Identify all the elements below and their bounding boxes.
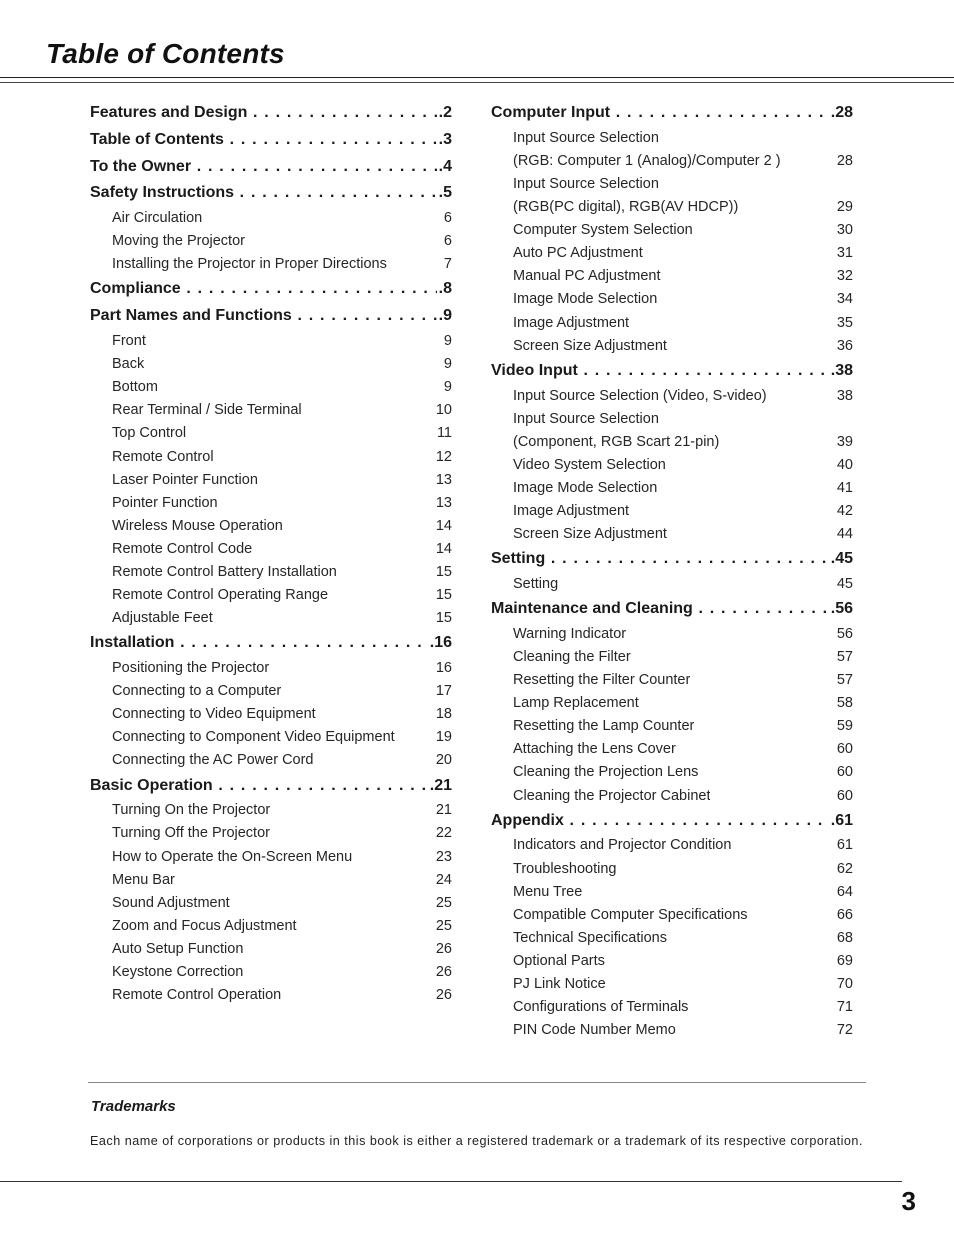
toc-subentry[interactable] (90, 846, 452, 869)
page-title: Table of Contents (46, 38, 285, 69)
toc-entry-page: .45 (830, 550, 853, 568)
toc-entry-page: .56 (830, 600, 853, 618)
toc-subentry[interactable] (90, 915, 452, 938)
trademarks-text: Each name of corporations or products in this book is either a registered trademark or a trademark of its respective corporation. (90, 1133, 863, 1148)
toc-entry-label: Back (112, 356, 145, 373)
toc-entry-page: .4 (438, 157, 452, 175)
toc-subentry[interactable] (90, 561, 452, 584)
toc-subentry[interactable] (90, 376, 452, 399)
toc-subentry[interactable] (491, 692, 853, 715)
toc-entry-page: 21 (435, 802, 452, 819)
toc-section-entry[interactable] (491, 808, 853, 835)
toc-entry-label: Resetting the Lamp Counter (513, 718, 695, 735)
toc-entry-label: Installing the Projector in Proper Directions (112, 256, 387, 273)
toc-entry-label: Resetting the Filter Counter (513, 672, 691, 689)
toc-entry-label: Screen Size Adjustment (513, 337, 667, 354)
toc-entry-page: 60 (836, 741, 853, 758)
toc-entry-page: 13 (435, 494, 452, 511)
toc-right-column (491, 100, 853, 1042)
toc-entry-label: Connecting to Component Video Equipment (112, 729, 395, 746)
toc-entry-page: 9 (443, 379, 452, 396)
toc-entry-page: 60 (836, 787, 853, 804)
toc-entry-label: To the Owner . . . (90, 154, 437, 181)
toc-entry-label: Menu Tree (513, 883, 583, 900)
toc-subentry[interactable] (491, 623, 853, 646)
toc-left-column (90, 100, 452, 1007)
toc-entry-label: Top Control (112, 425, 187, 442)
toc-entry-label: Positioning the Projector (112, 660, 270, 677)
toc-entry-label: Manual PC Adjustment (513, 268, 661, 285)
toc-entry-label: Front (112, 333, 146, 350)
toc-subentry[interactable] (90, 938, 452, 961)
toc-subentry[interactable] (90, 253, 452, 276)
toc-entry-page: 36 (836, 337, 853, 354)
toc-entry-label: Appendix . . . (491, 808, 829, 835)
toc-entry-label: Turning Off the Projector (112, 825, 270, 842)
toc-entry-label: Input Source Selection (513, 175, 659, 192)
toc-entry-label: Troubleshooting (513, 860, 617, 877)
toc-subentry[interactable] (90, 822, 452, 845)
toc-entry-page: 71 (836, 999, 853, 1016)
toc-subentry[interactable] (491, 385, 853, 408)
toc-entry-page: 58 (836, 695, 853, 712)
toc-section-entry[interactable] (90, 276, 452, 303)
toc-entry-label: Auto Setup Function (112, 940, 244, 957)
toc-entry-label: Bottom (112, 379, 158, 396)
toc-section-entry[interactable] (90, 773, 452, 800)
toc-subentry[interactable] (491, 573, 853, 596)
toc-entry-label: Remote Control Code (112, 540, 253, 557)
toc-entry-label: Image Adjustment (513, 503, 630, 519)
trademarks-divider (88, 1082, 866, 1083)
toc-subentry[interactable] (491, 454, 853, 477)
toc-entry-page: .38 (830, 361, 853, 379)
toc-entry-label: Maintenance and Cleaning . . . (491, 596, 829, 623)
toc-entry-label: Computer System Selection (513, 222, 693, 239)
toc-entry-label: Auto PC Adjustment (513, 245, 643, 262)
toc-subentry[interactable] (491, 219, 853, 242)
toc-subentry[interactable] (90, 330, 452, 353)
toc-entry-label: How to Operate the On-Screen Menu (112, 848, 353, 865)
toc-entry-label: Attaching the Lens Cover (513, 741, 676, 758)
toc-entry-label: Rear Terminal / Side Terminal (112, 402, 302, 419)
toc-section-entry[interactable] (90, 154, 452, 181)
toc-entry-page: 72 (836, 1022, 853, 1039)
toc-entry-page: .2 (438, 104, 452, 121)
toc-subentry[interactable] (90, 538, 452, 561)
toc-entry-label: Computer Input . . . (491, 100, 829, 127)
toc-entry-page: 15 (435, 610, 452, 627)
toc-subentry[interactable] (491, 715, 853, 738)
toc-subentry[interactable] (90, 422, 452, 445)
toc-entry-page: .28 (830, 104, 853, 121)
toc-subentry[interactable] (90, 446, 452, 469)
toc-entry-label: Connecting the AC Power Cord (112, 752, 314, 769)
toc-entry-label: (Component, RGB Scart 21-pin) (513, 433, 720, 450)
toc-subentry[interactable] (491, 785, 853, 808)
toc-entry-label: Technical Specifications (513, 929, 667, 946)
toc-subentry[interactable] (491, 523, 853, 546)
toc-entry-page: 20 (435, 752, 452, 769)
toc-entry-page: 56 (836, 625, 853, 642)
toc-entry-page: 12 (435, 448, 452, 465)
toc-subentry[interactable] (90, 399, 452, 422)
toc-section-entry[interactable] (491, 358, 853, 385)
toc-subentry[interactable] (491, 312, 853, 335)
toc-entry-page: 23 (435, 848, 452, 865)
toc-subentry[interactable] (491, 127, 853, 150)
toc-entry-label: Turning On the Projector (112, 802, 271, 819)
toc-entry-label: Screen Size Adjustment (513, 526, 667, 543)
toc-entry-label: PIN Code Number Memo (513, 1022, 676, 1039)
toc-entry-page: 32 (836, 268, 853, 285)
toc-subentry[interactable] (90, 515, 452, 538)
toc-entry-page: 22 (435, 825, 452, 842)
toc-subentry[interactable] (90, 726, 452, 749)
toc-subentry[interactable] (491, 150, 853, 173)
toc-subentry[interactable] (491, 996, 853, 1019)
toc-entry-page: 18 (435, 706, 452, 723)
toc-entry-label: Compliance . . . (90, 276, 437, 303)
toc-entry-page: 41 (836, 479, 853, 496)
toc-entry-page: 13 (435, 471, 452, 488)
toc-entry-page: 16 (435, 660, 452, 677)
toc-subentry[interactable] (90, 207, 452, 230)
toc-entry-label: Pointer Function (112, 494, 218, 511)
page-number: 3 (901, 1186, 916, 1216)
toc-entry-label: Part Names and Functions . . . (90, 303, 437, 330)
toc-entry-label: Table of Contents . . . (90, 127, 437, 154)
toc-entry-page: 44 (836, 526, 853, 543)
toc-entry-page: 25 (435, 894, 452, 911)
toc-section-entry[interactable] (90, 303, 452, 330)
toc-entry-label: Setting (513, 575, 559, 592)
toc-subentry[interactable] (90, 230, 452, 253)
toc-section-entry[interactable] (491, 596, 853, 623)
toc-entry-page: 25 (435, 917, 452, 934)
toc-entry-page: 15 (435, 564, 452, 580)
toc-entry-page: 64 (836, 883, 853, 900)
toc-entry-page: .61 (830, 811, 853, 829)
toc-subentry[interactable] (491, 335, 853, 358)
toc-entry-label: Moving the Projector (112, 233, 245, 250)
toc-entry-page: 70 (836, 975, 853, 992)
toc-subentry[interactable] (491, 738, 853, 761)
toc-subentry[interactable] (491, 858, 853, 881)
toc-section-entry[interactable] (90, 180, 452, 207)
toc-entry-page: 62 (836, 860, 853, 877)
toc-entry-label: Input Source Selection (513, 410, 659, 427)
toc-entry-label: Features and Design . . . (90, 100, 437, 127)
toc-subentry[interactable] (90, 584, 452, 607)
toc-subentry[interactable] (491, 950, 853, 973)
toc-subentry[interactable] (491, 881, 853, 904)
toc-subentry[interactable] (90, 869, 452, 892)
trademarks-heading: Trademarks (91, 1098, 176, 1115)
toc-entry-label: Installation . . . (90, 630, 428, 657)
toc-entry-page: 19 (435, 729, 452, 746)
toc-entry-label: Remote Control (112, 448, 214, 465)
toc-entry-label: Lamp Replacement (513, 695, 639, 712)
title-rule (0, 77, 954, 78)
toc-entry-label: Keystone Correction (112, 964, 244, 980)
toc-entry-label: Indicators and Projector Condition (513, 837, 732, 854)
toc-subentry[interactable] (90, 749, 452, 772)
toc-entry-page: .3 (438, 130, 452, 148)
toc-entry-page: 42 (836, 503, 853, 519)
toc-entry-label: Sound Adjustment (112, 894, 230, 911)
toc-entry-page: 31 (836, 245, 853, 262)
toc-entry-page: 14 (435, 517, 452, 534)
toc-subentry[interactable] (491, 646, 853, 669)
toc-entry-label: Cleaning the Projection Lens (513, 764, 699, 781)
toc-entry-page: 39 (836, 433, 853, 450)
toc-entry-label: Warning Indicator (513, 625, 627, 642)
toc-entry-page: 6 (443, 233, 452, 250)
title-rule-thin (0, 82, 954, 83)
toc-entry-label: Connecting to a Computer (112, 683, 282, 700)
toc-entry-page: 26 (435, 987, 452, 1004)
toc-entry-label: Connecting to Video Equipment (112, 706, 316, 723)
toc-subentry[interactable] (90, 961, 452, 984)
toc-subentry[interactable] (90, 607, 452, 630)
toc-entry-page: 66 (836, 906, 853, 923)
toc-subentry[interactable] (491, 500, 853, 523)
toc-entry-page: 10 (435, 402, 452, 419)
toc-entry-label: Setting . . . (491, 546, 829, 573)
toc-entry-page: 6 (443, 210, 452, 227)
toc-entry-page: 59 (836, 718, 853, 735)
toc-entry-page: 60 (836, 764, 853, 781)
toc-entry-page: 7 (443, 256, 452, 273)
toc-entry-page: .9 (438, 307, 452, 325)
toc-entry-label: PJ Link Notice (513, 975, 606, 992)
toc-entry-page: .5 (438, 184, 452, 202)
toc-entry-page: 38 (836, 387, 853, 404)
toc-entry-page: 24 (435, 871, 452, 888)
toc-entry-page: 40 (836, 456, 853, 473)
toc-entry-label: Laser Pointer Function (112, 471, 258, 488)
toc-section-entry[interactable] (90, 630, 452, 657)
toc-entry-label: Configurations of Terminals (513, 999, 689, 1016)
toc-subentry[interactable] (491, 973, 853, 996)
toc-subentry[interactable] (491, 761, 853, 784)
toc-section-entry[interactable] (491, 100, 853, 127)
toc-subentry[interactable] (90, 680, 452, 703)
toc-entry-label: Input Source Selection (513, 129, 659, 146)
toc-entry-page: 68 (836, 929, 853, 946)
toc-entry-page: .21 (429, 776, 452, 794)
toc-subentry[interactable] (90, 657, 452, 680)
toc-entry-page: 30 (836, 222, 853, 239)
toc-subentry[interactable] (90, 799, 452, 822)
toc-entry-label: Menu Bar (112, 871, 175, 888)
toc-entry-label: Safety Instructions . . . (90, 180, 437, 207)
toc-entry-page: 26 (435, 940, 452, 957)
toc-subentry[interactable] (90, 469, 452, 492)
toc-subentry[interactable] (491, 265, 853, 288)
toc-entry-page: 45 (836, 575, 853, 592)
toc-entry-label: Basic Operation . . . (90, 773, 428, 800)
toc-section-entry[interactable] (90, 100, 452, 127)
toc-entry-label: Adjustable Feet (112, 610, 213, 627)
toc-subentry[interactable] (90, 492, 452, 515)
toc-entry-label: Remote Control Operating Range (112, 587, 329, 604)
toc-entry-page: 29 (836, 199, 853, 216)
toc-entry-page: 34 (836, 291, 853, 308)
toc-section-entry[interactable] (491, 546, 853, 573)
toc-entry-page: 61 (836, 837, 853, 854)
toc-subentry[interactable] (491, 173, 853, 196)
toc-entry-page: 14 (435, 540, 452, 557)
toc-entry-page: 26 (435, 964, 452, 980)
toc-entry-page: 9 (443, 356, 452, 373)
toc-subentry[interactable] (491, 242, 853, 265)
toc-subentry[interactable] (90, 703, 452, 726)
toc-subentry[interactable] (491, 834, 853, 857)
toc-subentry[interactable] (491, 669, 853, 692)
footer-rule (0, 1181, 902, 1182)
toc-entry-label: Remote Control Battery Installation (112, 564, 337, 580)
toc-entry-page: .8 (438, 280, 452, 298)
toc-section-entry[interactable] (90, 127, 452, 154)
toc-entry-page: .16 (429, 634, 452, 652)
toc-entry-label: Input Source Selection (Video, S-video) (513, 387, 767, 404)
toc-entry-page: 57 (836, 672, 853, 689)
toc-entry-label: Cleaning the Filter (513, 648, 631, 665)
toc-entry-page: 11 (436, 425, 452, 442)
toc-entry-page: 57 (836, 648, 853, 665)
toc-entry-label: (RGB(PC digital), RGB(AV HDCP)) (513, 199, 739, 216)
toc-entry-page: 17 (435, 683, 452, 700)
toc-subentry[interactable] (90, 892, 452, 915)
toc-entry-label: Zoom and Focus Adjustment (112, 917, 297, 934)
toc-entry-page: 69 (836, 952, 853, 969)
toc-subentry[interactable] (491, 408, 853, 431)
toc-entry-label: Video System Selection (513, 456, 666, 473)
toc-subentry[interactable] (90, 984, 452, 1007)
toc-entry-page: 15 (435, 587, 452, 604)
toc-subentry[interactable] (491, 196, 853, 219)
toc-subentry[interactable] (90, 353, 452, 376)
toc-entry-label: Optional Parts (513, 952, 605, 969)
toc-subentry[interactable] (491, 1019, 853, 1042)
toc-entry-label: Cleaning the Projector Cabinet (513, 787, 711, 804)
toc-entry-label: Wireless Mouse Operation (112, 517, 283, 534)
toc-subentry[interactable] (491, 927, 853, 950)
toc-subentry[interactable] (491, 477, 853, 500)
toc-entry-label: Compatible Computer Specifications (513, 906, 748, 923)
toc-entry-label: Image Mode Selection (513, 291, 658, 308)
toc-subentry[interactable] (491, 431, 853, 454)
toc-entry-label: Image Adjustment (513, 314, 630, 331)
toc-entry-label: Remote Control Operation (112, 987, 282, 1004)
toc-entry-page: 28 (836, 152, 853, 169)
toc-entry-page: 9 (443, 333, 452, 350)
toc-entry-label: Video Input . . . (491, 358, 829, 385)
toc-entry-label: Image Mode Selection (513, 479, 658, 496)
toc-subentry[interactable] (491, 288, 853, 311)
toc-entry-label: (RGB: Computer 1 (Analog)/Computer 2 ) (513, 152, 781, 169)
toc-subentry[interactable] (491, 904, 853, 927)
toc-entry-page: 35 (836, 314, 853, 331)
toc-entry-label: Air Circulation (112, 210, 203, 227)
